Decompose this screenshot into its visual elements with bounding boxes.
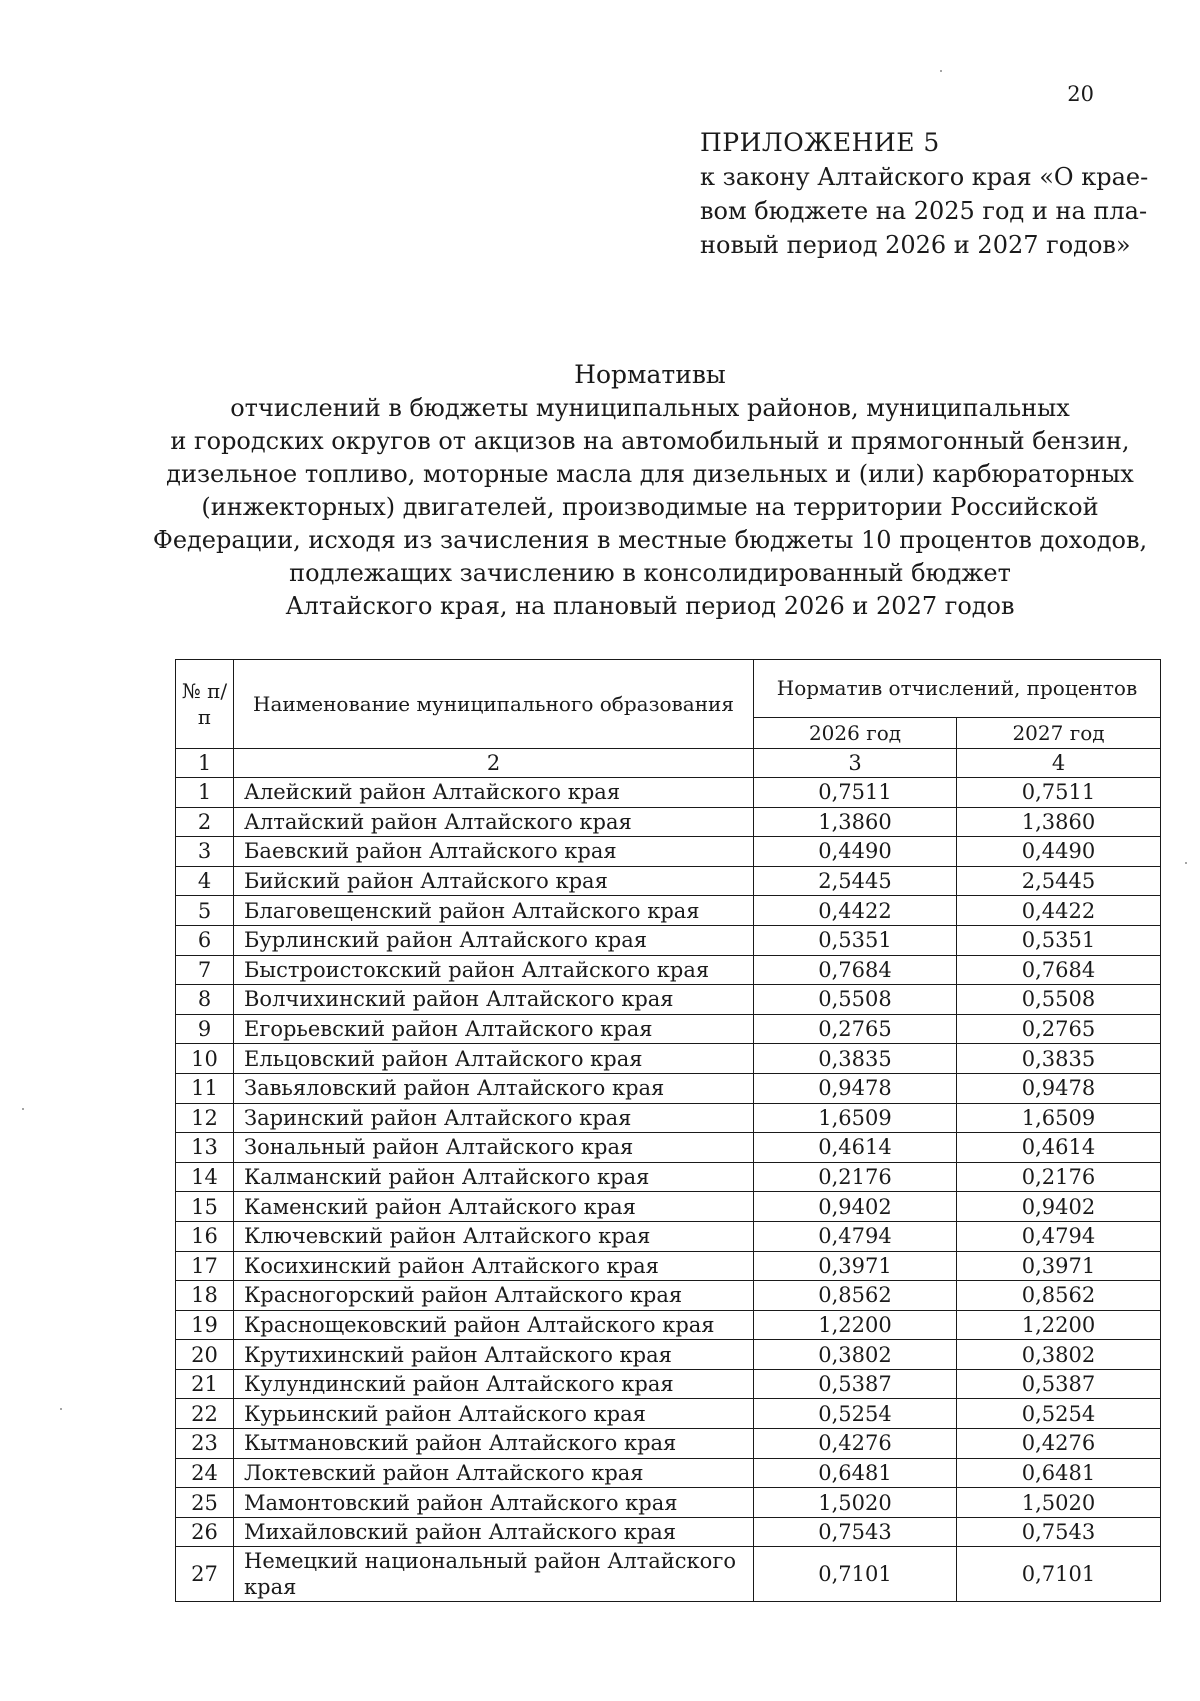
appendix-line: вом бюджете на 2025 год и на пла- — [700, 197, 1148, 225]
row-municipality-name: Алейский район Алтайского края — [234, 778, 754, 808]
row-norm-2026: 0,6481 — [754, 1458, 957, 1488]
row-municipality-name: Кулундинский район Алтайского края — [234, 1369, 754, 1399]
row-norm-2026: 0,7684 — [754, 955, 957, 985]
row-number: 23 — [176, 1429, 234, 1459]
header-name: Наименование муниципального образования — [234, 660, 754, 749]
norms-table — [175, 659, 1161, 1602]
row-municipality-name: Крутихинский район Алтайского края — [234, 1340, 754, 1370]
row-municipality-name: Локтевский район Алтайского края — [234, 1458, 754, 1488]
row-number: 24 — [176, 1458, 234, 1488]
appendix-header — [700, 126, 1149, 262]
row-number: 9 — [176, 1014, 234, 1044]
row-norm-2027: 1,6509 — [957, 1103, 1161, 1133]
row-number: 8 — [176, 985, 234, 1015]
row-norm-2027: 0,4276 — [957, 1429, 1161, 1459]
heading-line: подлежащих зачислению в консолидированный бюджет — [289, 559, 1011, 587]
row-norm-2027: 0,4422 — [957, 896, 1161, 926]
column-index: 3 — [754, 749, 957, 778]
table-row — [176, 1192, 1161, 1222]
row-norm-2026: 0,4422 — [754, 896, 957, 926]
table-row — [176, 837, 1161, 867]
row-norm-2026: 0,4490 — [754, 837, 957, 867]
table-row — [176, 1133, 1161, 1163]
row-municipality-name: Заринский район Алтайского края — [234, 1103, 754, 1133]
row-norm-2027: 0,4490 — [957, 837, 1161, 867]
row-number: 27 — [176, 1547, 234, 1602]
row-number: 17 — [176, 1251, 234, 1281]
appendix-title: ПРИЛОЖЕНИЕ 5 — [700, 128, 940, 157]
row-number: 16 — [176, 1221, 234, 1251]
row-number: 26 — [176, 1517, 234, 1547]
row-municipality-name: Зональный район Алтайского края — [234, 1133, 754, 1163]
row-norm-2027: 0,7511 — [957, 778, 1161, 808]
row-norm-2027: 0,5254 — [957, 1399, 1161, 1429]
row-norm-2027: 0,3835 — [957, 1044, 1161, 1074]
row-municipality-name: Косихинский район Алтайского края — [234, 1251, 754, 1281]
row-norm-2027: 1,5020 — [957, 1488, 1161, 1518]
table-row — [176, 1281, 1161, 1311]
row-municipality-name: Мамонтовский район Алтайского края — [234, 1488, 754, 1518]
row-norm-2027: 0,2765 — [957, 1014, 1161, 1044]
header-norm-group: Норматив отчислений, процентов — [754, 660, 1161, 718]
row-norm-2026: 0,7101 — [754, 1547, 957, 1602]
heading-line: отчислений в бюджеты муниципальных районов, муниципальных — [230, 394, 1070, 422]
row-municipality-name: Завьяловский район Алтайского края — [234, 1073, 754, 1103]
row-norm-2026: 0,4614 — [754, 1133, 957, 1163]
row-norm-2027: 0,7101 — [957, 1547, 1161, 1602]
row-norm-2026: 1,2200 — [754, 1310, 957, 1340]
table-row — [176, 866, 1161, 896]
table-row — [176, 955, 1161, 985]
row-norm-2026: 0,3835 — [754, 1044, 957, 1074]
row-number: 25 — [176, 1488, 234, 1518]
row-norm-2026: 0,9478 — [754, 1073, 957, 1103]
row-municipality-name: Каменский район Алтайского края — [234, 1192, 754, 1222]
table-row — [176, 1340, 1161, 1370]
row-municipality-name: Быстроистокский район Алтайского края — [234, 955, 754, 985]
scan-speck — [940, 70, 942, 72]
row-norm-2026: 0,3971 — [754, 1251, 957, 1281]
row-number: 12 — [176, 1103, 234, 1133]
header-year-2026: 2026 год — [754, 717, 957, 748]
row-municipality-name: Кытмановский район Алтайского края — [234, 1429, 754, 1459]
row-number: 21 — [176, 1369, 234, 1399]
column-index: 1 — [176, 749, 234, 778]
row-norm-2026: 1,3860 — [754, 807, 957, 837]
row-norm-2026: 0,7511 — [754, 778, 957, 808]
heading-title: Нормативы — [574, 360, 726, 389]
heading-line: Федерации, исходя из зачисления в местные бюджеты 10 процентов доходов, — [152, 526, 1148, 554]
scan-speck — [22, 1108, 24, 1110]
row-norm-2026: 0,7543 — [754, 1517, 957, 1547]
row-municipality-name: Красногорский район Алтайского края — [234, 1281, 754, 1311]
row-norm-2026: 0,8562 — [754, 1281, 957, 1311]
row-norm-2027: 0,7684 — [957, 955, 1161, 985]
row-norm-2027: 0,2176 — [957, 1162, 1161, 1192]
appendix-line: новый период 2026 и 2027 годов» — [700, 231, 1131, 259]
row-norm-2027: 0,5387 — [957, 1369, 1161, 1399]
row-norm-2027: 0,4794 — [957, 1221, 1161, 1251]
row-norm-2027: 0,5351 — [957, 925, 1161, 955]
table-row — [176, 1221, 1161, 1251]
row-number: 2 — [176, 807, 234, 837]
row-norm-2027: 0,6481 — [957, 1458, 1161, 1488]
row-municipality-name: Баевский район Алтайского края — [234, 837, 754, 867]
row-norm-2027: 0,3802 — [957, 1340, 1161, 1370]
table-row — [176, 1014, 1161, 1044]
header-number: № п/п — [176, 660, 234, 749]
row-municipality-name: Ключевский район Алтайского края — [234, 1221, 754, 1251]
table-row — [176, 807, 1161, 837]
table-row — [176, 1547, 1161, 1602]
row-norm-2027: 0,8562 — [957, 1281, 1161, 1311]
table-row — [176, 1251, 1161, 1281]
row-municipality-name: Благовещенский район Алтайского края — [234, 896, 754, 926]
table-row — [176, 1073, 1161, 1103]
table-row — [176, 1103, 1161, 1133]
row-number: 11 — [176, 1073, 234, 1103]
row-number: 4 — [176, 866, 234, 896]
row-number: 1 — [176, 778, 234, 808]
row-number: 22 — [176, 1399, 234, 1429]
table-row — [176, 1310, 1161, 1340]
row-municipality-name: Бурлинский район Алтайского края — [234, 925, 754, 955]
row-norm-2026: 1,5020 — [754, 1488, 957, 1518]
row-number: 3 — [176, 837, 234, 867]
row-municipality-name: Егорьевский район Алтайского края — [234, 1014, 754, 1044]
scan-speck — [1185, 862, 1187, 864]
row-municipality-name: Курьинский район Алтайского края — [234, 1399, 754, 1429]
row-number: 18 — [176, 1281, 234, 1311]
row-norm-2026: 2,5445 — [754, 866, 957, 896]
row-norm-2027: 1,3860 — [957, 807, 1161, 837]
row-municipality-name: Немецкий национальный район Алтайского края — [234, 1547, 754, 1602]
row-municipality-name: Волчихинский район Алтайского края — [234, 985, 754, 1015]
heading-line: Алтайского края, на плановый период 2026 и 2027 годов — [285, 592, 1015, 620]
row-number: 7 — [176, 955, 234, 985]
table-row — [176, 985, 1161, 1015]
row-number: 5 — [176, 896, 234, 926]
row-municipality-name: Алтайский район Алтайского края — [234, 807, 754, 837]
row-norm-2027: 0,4614 — [957, 1133, 1161, 1163]
table-row — [176, 1399, 1161, 1429]
header-year-2027: 2027 год — [957, 717, 1161, 748]
row-number: 13 — [176, 1133, 234, 1163]
row-norm-2026: 1,6509 — [754, 1103, 957, 1133]
table-row — [176, 1517, 1161, 1547]
table-row — [176, 925, 1161, 955]
row-norm-2027: 0,7543 — [957, 1517, 1161, 1547]
heading-line: (инжекторных) двигателей, производимые на территории Российской — [201, 493, 1099, 521]
table-row — [176, 1369, 1161, 1399]
row-norm-2026: 0,2765 — [754, 1014, 957, 1044]
row-norm-2026: 0,3802 — [754, 1340, 957, 1370]
row-number: 6 — [176, 925, 234, 955]
row-norm-2027: 2,5445 — [957, 866, 1161, 896]
row-municipality-name: Бийский район Алтайского края — [234, 866, 754, 896]
row-norm-2026: 0,5254 — [754, 1399, 957, 1429]
row-number: 15 — [176, 1192, 234, 1222]
heading-line: дизельное топливо, моторные масла для дизельных и (или) карбюраторных — [166, 460, 1134, 488]
page-number: 20 — [1067, 82, 1094, 106]
table-row — [176, 1162, 1161, 1192]
table-row — [176, 778, 1161, 808]
row-norm-2027: 0,3971 — [957, 1251, 1161, 1281]
row-number: 20 — [176, 1340, 234, 1370]
row-norm-2026: 0,2176 — [754, 1162, 957, 1192]
scan-speck — [60, 1408, 62, 1410]
row-norm-2026: 0,4794 — [754, 1221, 957, 1251]
column-index: 2 — [234, 749, 754, 778]
table-row — [176, 1429, 1161, 1459]
table-row — [176, 1458, 1161, 1488]
document-heading — [150, 358, 1150, 623]
row-municipality-name: Михайловский район Алтайского края — [234, 1517, 754, 1547]
appendix-line: к закону Алтайского края «О крае- — [700, 163, 1149, 191]
row-municipality-name: Калманский район Алтайского края — [234, 1162, 754, 1192]
row-norm-2026: 0,5351 — [754, 925, 957, 955]
row-number: 10 — [176, 1044, 234, 1074]
table-body — [176, 778, 1161, 1602]
table-row — [176, 896, 1161, 926]
row-norm-2027: 1,2200 — [957, 1310, 1161, 1340]
row-municipality-name: Краснощековский район Алтайского края — [234, 1310, 754, 1340]
row-norm-2026: 0,5508 — [754, 985, 957, 1015]
table-row — [176, 1488, 1161, 1518]
row-number: 19 — [176, 1310, 234, 1340]
row-norm-2026: 0,9402 — [754, 1192, 957, 1222]
table-row — [176, 1044, 1161, 1074]
row-norm-2026: 0,5387 — [754, 1369, 957, 1399]
row-norm-2027: 0,9478 — [957, 1073, 1161, 1103]
row-norm-2026: 0,4276 — [754, 1429, 957, 1459]
row-municipality-name: Ельцовский район Алтайского края — [234, 1044, 754, 1074]
row-number: 14 — [176, 1162, 234, 1192]
row-norm-2027: 0,5508 — [957, 985, 1161, 1015]
row-norm-2027: 0,9402 — [957, 1192, 1161, 1222]
heading-line: и городских округов от акцизов на автомобильный и прямогонный бензин, — [170, 427, 1130, 455]
column-index: 4 — [957, 749, 1161, 778]
